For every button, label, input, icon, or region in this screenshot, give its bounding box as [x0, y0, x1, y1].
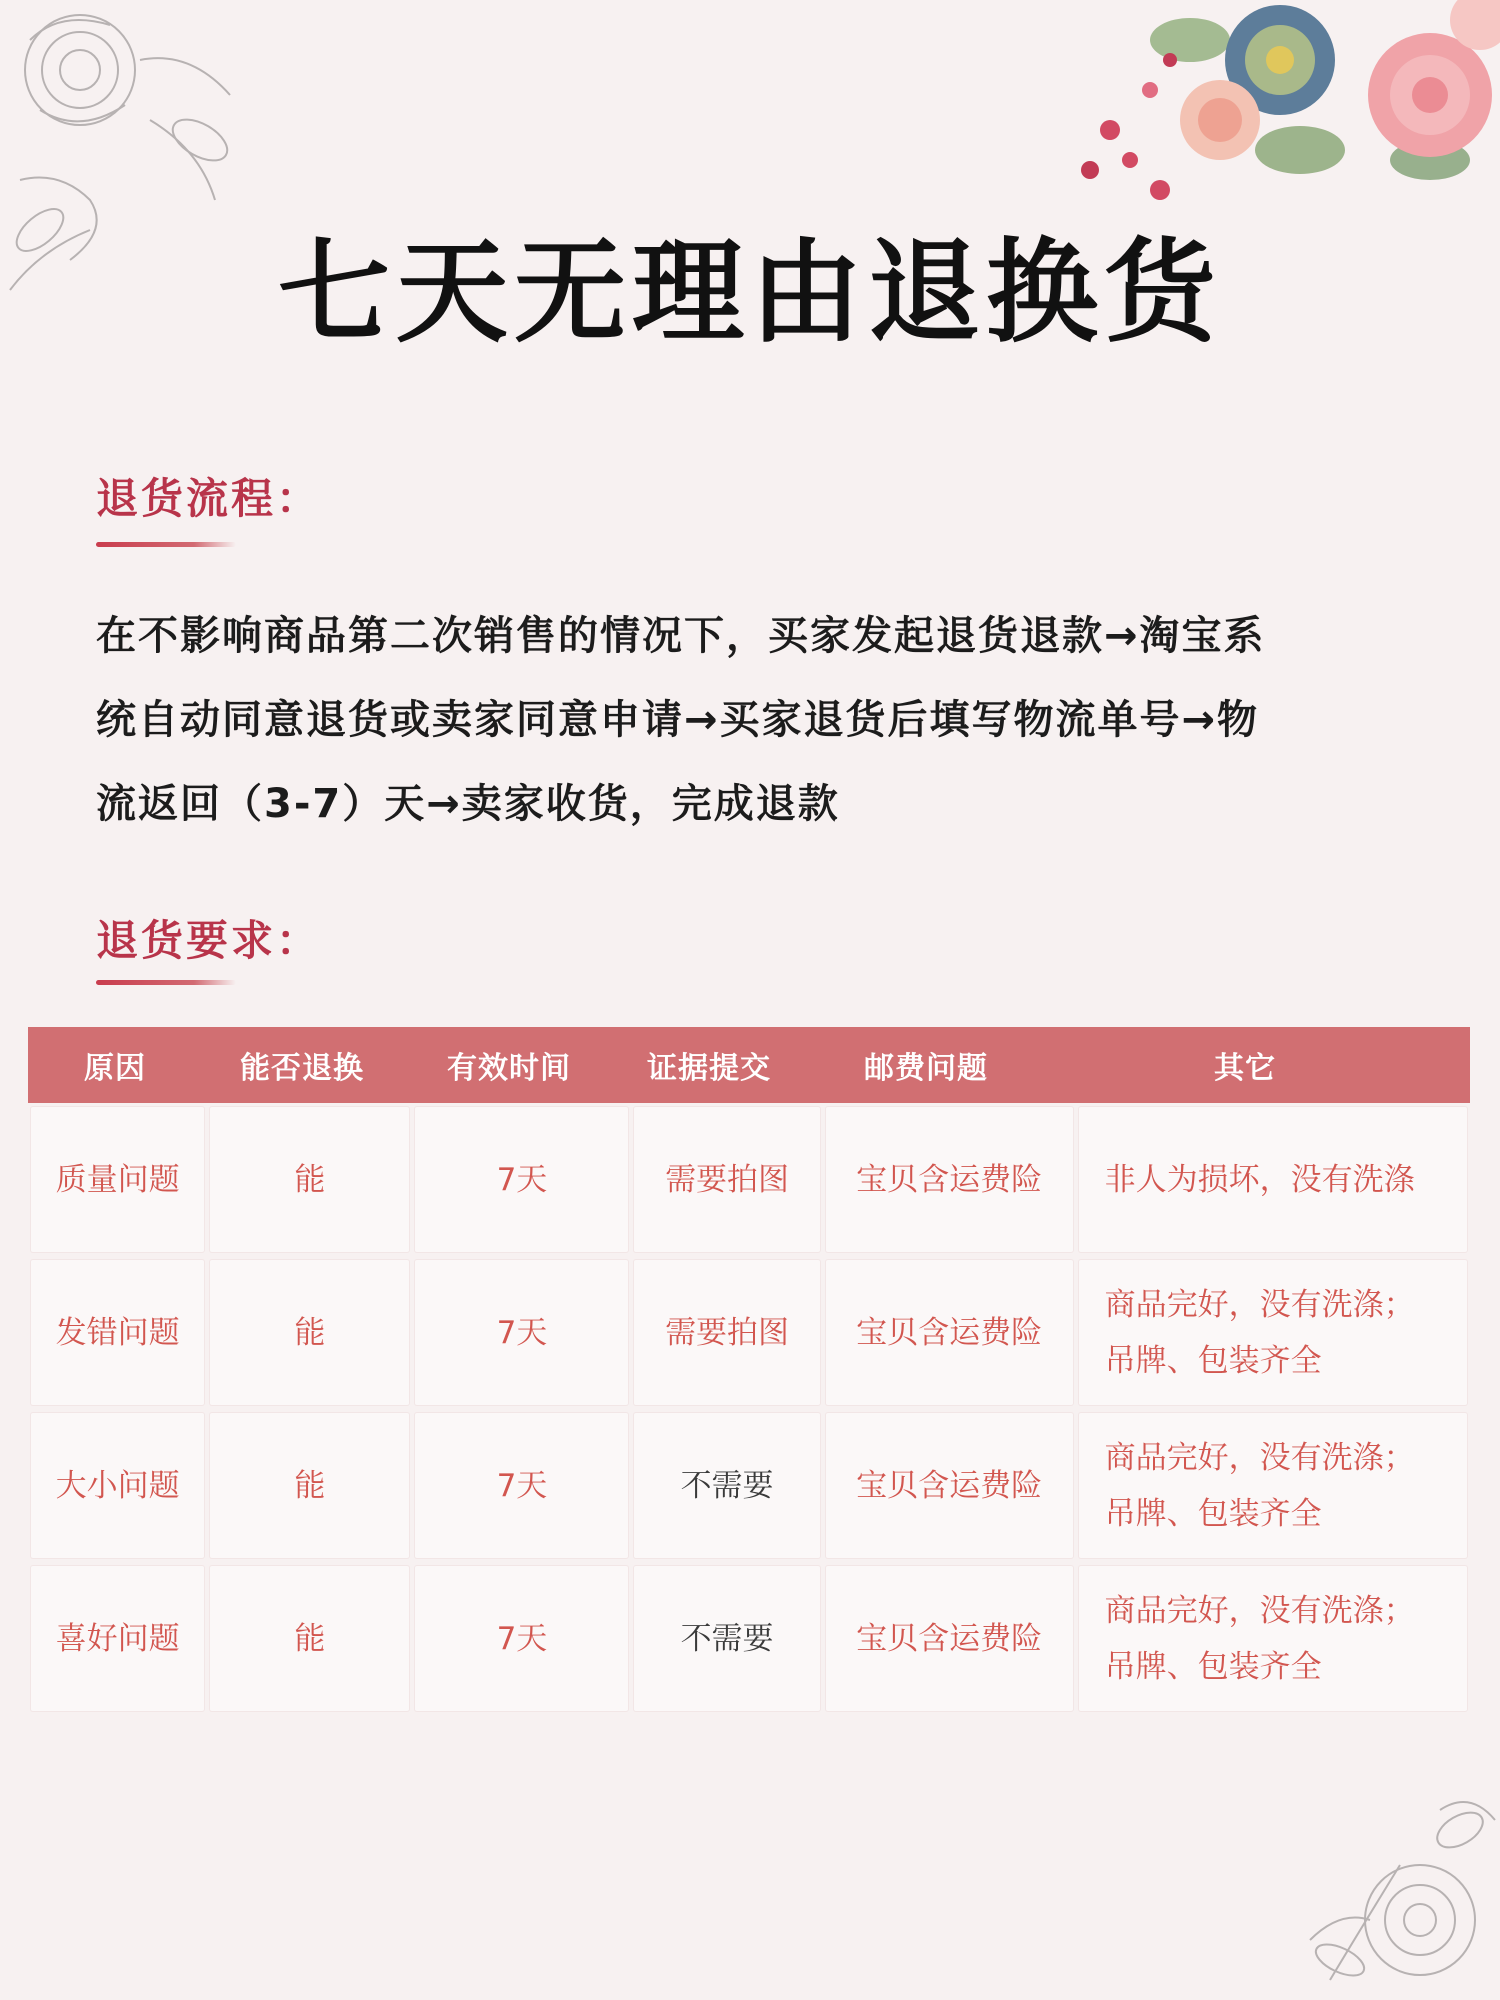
- cell-other: [1079, 1107, 1467, 1252]
- cell-returnable: 能: [210, 1566, 409, 1711]
- cell-reason: 发错问题: [31, 1260, 204, 1405]
- cell-other: [1079, 1260, 1467, 1405]
- cell-valid-time: 7天: [415, 1107, 628, 1252]
- cell-postage: 宝贝含运费险: [826, 1413, 1073, 1558]
- process-heading-underline: [96, 542, 236, 547]
- column-header-evidence: 证据提交: [647, 1051, 771, 1086]
- page-title: 七天无理由退换货: [278, 228, 1222, 358]
- cell-other-line: 吊牌、包装齐全: [1104, 1495, 1322, 1532]
- cell-other: [1079, 1413, 1467, 1558]
- cell-evidence: 不需要: [634, 1413, 819, 1558]
- requirements-table: [28, 1027, 1470, 1715]
- column-header-returnable: 能否退换: [240, 1051, 364, 1086]
- cell-postage: 宝贝含运费险: [826, 1260, 1073, 1405]
- cell-valid-time: 7天: [415, 1566, 628, 1711]
- table-row: [28, 1562, 1470, 1715]
- cell-other-line: 商品完好，没有洗涤；: [1104, 1286, 1415, 1323]
- cell-returnable: 能: [210, 1107, 409, 1252]
- flower-decoration-top-right: [1050, 0, 1500, 230]
- cell-reason: 大小问题: [31, 1413, 204, 1558]
- cell-returnable: 能: [210, 1260, 409, 1405]
- cell-valid-time: 7天: [415, 1260, 628, 1405]
- cell-reason: 喜好问题: [31, 1566, 204, 1711]
- column-header-other: 其它: [1214, 1051, 1276, 1086]
- requirements-heading: 退货要求：: [96, 916, 322, 965]
- process-heading: 退货流程：: [96, 474, 322, 523]
- cell-other-line: 商品完好，没有洗涤；: [1104, 1439, 1415, 1476]
- process-description: [96, 594, 1356, 846]
- cell-postage: 宝贝含运费险: [826, 1107, 1073, 1252]
- process-line: 在不影响商品第二次销售的情况下，买家发起退货退款→淘宝系: [96, 613, 1266, 659]
- cell-other: [1079, 1566, 1467, 1711]
- process-line: 统自动同意退货或卖家同意申请→买家退货后填写物流单号→物: [96, 697, 1260, 743]
- cell-other-line: 吊牌、包装齐全: [1104, 1342, 1322, 1379]
- cell-reason: 质量问题: [31, 1107, 204, 1252]
- column-header-reason: 原因: [84, 1051, 146, 1086]
- column-header-postage: 邮费问题: [864, 1051, 988, 1086]
- cell-valid-time: 7天: [415, 1413, 628, 1558]
- table-header-row: [28, 1027, 1470, 1103]
- cell-other-line: 非人为损坏，没有洗涤: [1104, 1161, 1415, 1198]
- flower-sketch-decoration-bottom-right: [1270, 1750, 1500, 2000]
- cell-returnable: 能: [210, 1413, 409, 1558]
- process-line: 流返回（3-7）天→卖家收货，完成退款: [96, 781, 840, 827]
- table-row: [28, 1103, 1470, 1256]
- table-row: [28, 1256, 1470, 1409]
- cell-evidence: 需要拍图: [634, 1260, 819, 1405]
- table-row: [28, 1409, 1470, 1562]
- cell-evidence: 不需要: [634, 1566, 819, 1711]
- column-header-valid-time: 有效时间: [447, 1051, 571, 1086]
- requirements-heading-underline: [96, 980, 236, 985]
- cell-postage: 宝贝含运费险: [826, 1566, 1073, 1711]
- cell-other-line: 商品完好，没有洗涤；: [1104, 1592, 1415, 1629]
- cell-other-line: 吊牌、包装齐全: [1104, 1648, 1322, 1685]
- cell-evidence: 需要拍图: [634, 1107, 819, 1252]
